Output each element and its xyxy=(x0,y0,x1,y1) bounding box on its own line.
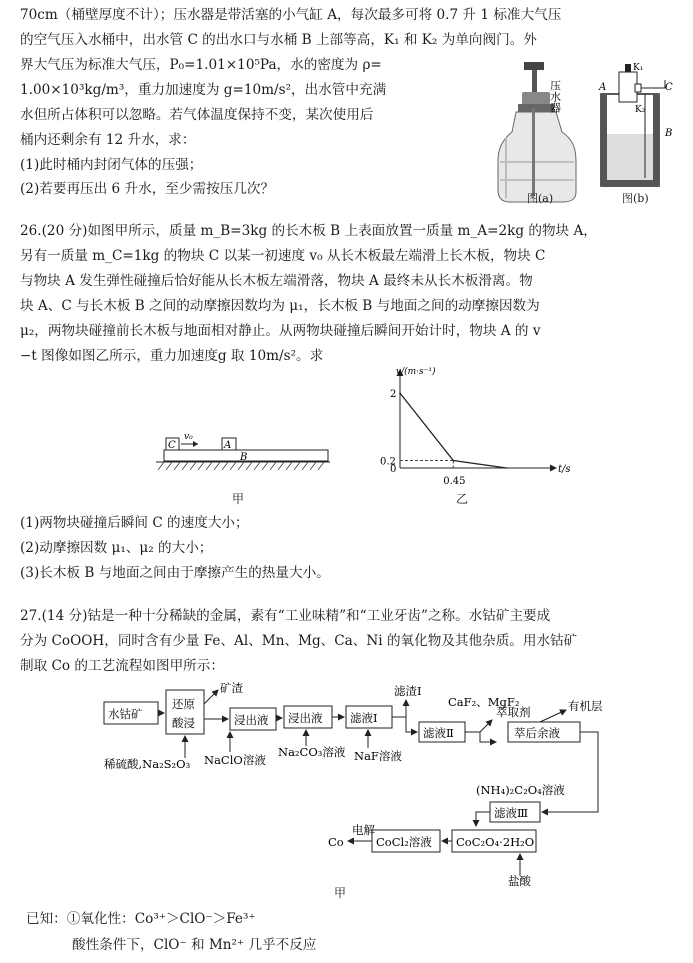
origin-label: 0 xyxy=(390,464,397,475)
flow-reagent-hcl: 盐酸 xyxy=(508,874,531,888)
q26-line: 26.(20 分)如图甲所示，质量 m_B=3kg 的长木板 B 上表面放置一质量 m_A=2kg 的物块 A， xyxy=(20,223,597,239)
board-b-label: B xyxy=(240,452,248,463)
label-k2: K₂ xyxy=(635,105,646,115)
flow-product: Co xyxy=(328,835,344,849)
flow-box-ore: 水钴矿 xyxy=(108,707,143,721)
q25-line: 界大气压为标准大气压，P₀=1.01×10⁵Pa，水的密度为 ρ= xyxy=(20,57,382,73)
label-k1: K₁ xyxy=(633,63,644,73)
q25-line: 70cm（桶壁厚度不计）；压水器是带活塞的小气缸 A，每次最多可将 0.7 升 1 标准大气压 xyxy=(20,7,562,23)
figure-a-caption: 图(a) xyxy=(527,192,554,205)
flow-caption: 甲 xyxy=(334,886,347,900)
chart-caption: 乙 xyxy=(456,492,469,506)
y-tick-label: 2 xyxy=(390,389,397,401)
label-a: A xyxy=(599,82,607,93)
q25-line: 1.00×10³kg/m³，重力加速度为 g=10m/s²，出水管中充满 xyxy=(20,82,387,98)
figure-jia-caption: 甲 xyxy=(232,492,245,506)
flow-electrolysis: 电解 xyxy=(352,823,375,837)
flow-box-reduce-2: 酸浸 xyxy=(172,716,195,730)
flow-box-leach: 浸出液 xyxy=(234,713,269,727)
q25-question-2: (2)若要再压出 6 升水，至少需按压几次？ xyxy=(20,181,275,197)
data-point xyxy=(399,392,401,394)
flow-reagent-naf: NaF溶液 xyxy=(354,749,402,763)
q26-question-1: (1)两物块碰撞后瞬间 C 的速度大小； xyxy=(20,515,249,531)
q25-line: 桶内还剩余有 12 升水，求： xyxy=(20,132,196,148)
velocity-series-line xyxy=(400,393,507,468)
y-axis-label: v/(m·s⁻¹) xyxy=(396,367,436,377)
flow-precip: CaF₂、MgF₂ xyxy=(448,695,520,709)
flow-reagent-oxalate: (NH₄)₂C₂O₄溶液 xyxy=(476,783,565,797)
q27-known-1: 已知：①氧化性：Co³⁺＞ClO⁻＞Fe³⁺ xyxy=(26,911,256,927)
q27-line: 制取 Co 的工艺流程如图甲所示： xyxy=(20,658,224,674)
figure-b-schematic xyxy=(595,60,675,190)
flow-box-leach2: 浸出液 xyxy=(288,711,323,725)
process-flow-diagram xyxy=(100,680,620,888)
flow-extractant: 萃取剂 xyxy=(496,705,531,719)
y-tick-label: 0.2 xyxy=(380,456,396,468)
q25-question-1: (1)此时桶内封闭气体的压强； xyxy=(20,157,203,173)
q25-line: 水但所占体积可以忽略。若气体温度保持不变，某次使用后 xyxy=(20,107,374,123)
label-c: C xyxy=(665,82,673,93)
data-point xyxy=(452,460,454,462)
q25-line: 的空气压入水桶中，出水管 C 的出水口与水桶 B 上部等高，K₁ 和 K₂ 为单向阀门。外 xyxy=(20,32,537,48)
figure-jia-board xyxy=(148,428,338,480)
q26-line: μ₂，两物块碰撞前长木板与地面相对静止。从两物块碰撞后瞬间开始计时，物块 A 的 v xyxy=(20,323,541,339)
data-point xyxy=(506,467,508,469)
q26-question-3: (3)长木板 B 与地面之间由于摩擦产生的热量大小。 xyxy=(20,565,330,581)
q26-line: −t 图像如图乙所示，重力加速度g 取 10m/s²。求 xyxy=(20,348,324,364)
figure-a-label: 压水器 xyxy=(548,80,562,113)
flow-residue1: 滤渣Ⅰ xyxy=(394,684,422,698)
q27-line: 27.(14 分)钴是一种十分稀缺的金属，素有“工业味精”和“工业牙齿”之称。水钴矿主要成 xyxy=(20,608,551,624)
q27-line: 分为 CoOOH，同时含有少量 Fe、Al、Mn、Mg、Ca、Ni 的氧化物及其他杂质。用水钴矿 xyxy=(20,633,578,649)
flow-reagent-na2co3: Na₂CO₃溶液 xyxy=(278,745,346,759)
flow-residue: 矿渣 xyxy=(220,681,243,695)
flow-organic: 有机层 xyxy=(568,699,603,713)
flow-box-cocl2: CoCl₂溶液 xyxy=(376,835,432,849)
flow-box-oxalate: CoC₂O₄·2H₂O xyxy=(456,835,535,849)
flow-reagent-acid: 稀硫酸,Na₂S₂O₃ xyxy=(104,757,191,771)
flow-box-filtrate3: 滤液Ⅲ xyxy=(494,806,529,820)
q26-line: 另有一质量 m_C=1kg 的物块 C 以某一初速度 v₀ 从长木板最左端滑上长木板，物块 C xyxy=(20,248,546,264)
x-axis-label: t/s xyxy=(558,464,571,475)
figure-b-caption: 图(b) xyxy=(622,192,649,205)
vt-chart xyxy=(362,366,571,487)
q26-line: 块 A、C 与长木板 B 之间的动摩擦因数均为 μ₁，长木板 B 与地面之间的动摩擦因数为 xyxy=(20,298,540,314)
flow-box-raffinate: 萃后余液 xyxy=(514,726,560,740)
label-b: B xyxy=(665,128,673,139)
flow-box-filtrate1: 滤液Ⅰ xyxy=(350,711,378,725)
block-a-label: A xyxy=(224,440,232,451)
flow-reagent-naclo: NaClO溶液 xyxy=(204,753,266,767)
x-tick-label: 0.45 xyxy=(443,476,466,487)
flow-box-filtrate2: 滤液Ⅱ xyxy=(423,726,454,740)
flow-box-reduce-1: 还原 xyxy=(172,697,195,711)
q27-known-2: 酸性条件下，ClO⁻ 和 Mn²⁺ 几乎不反应 xyxy=(72,937,317,953)
v0-label: v₀ xyxy=(184,432,193,442)
block-c-label: C xyxy=(168,440,176,451)
q26-question-2: (2)动摩擦因数 μ₁、μ₂ 的大小； xyxy=(20,540,213,556)
q26-line: 与物块 A 发生弹性碰撞后恰好能从长木板左端滑落，物块 A 最终未从长木板滑离。物 xyxy=(20,273,533,289)
